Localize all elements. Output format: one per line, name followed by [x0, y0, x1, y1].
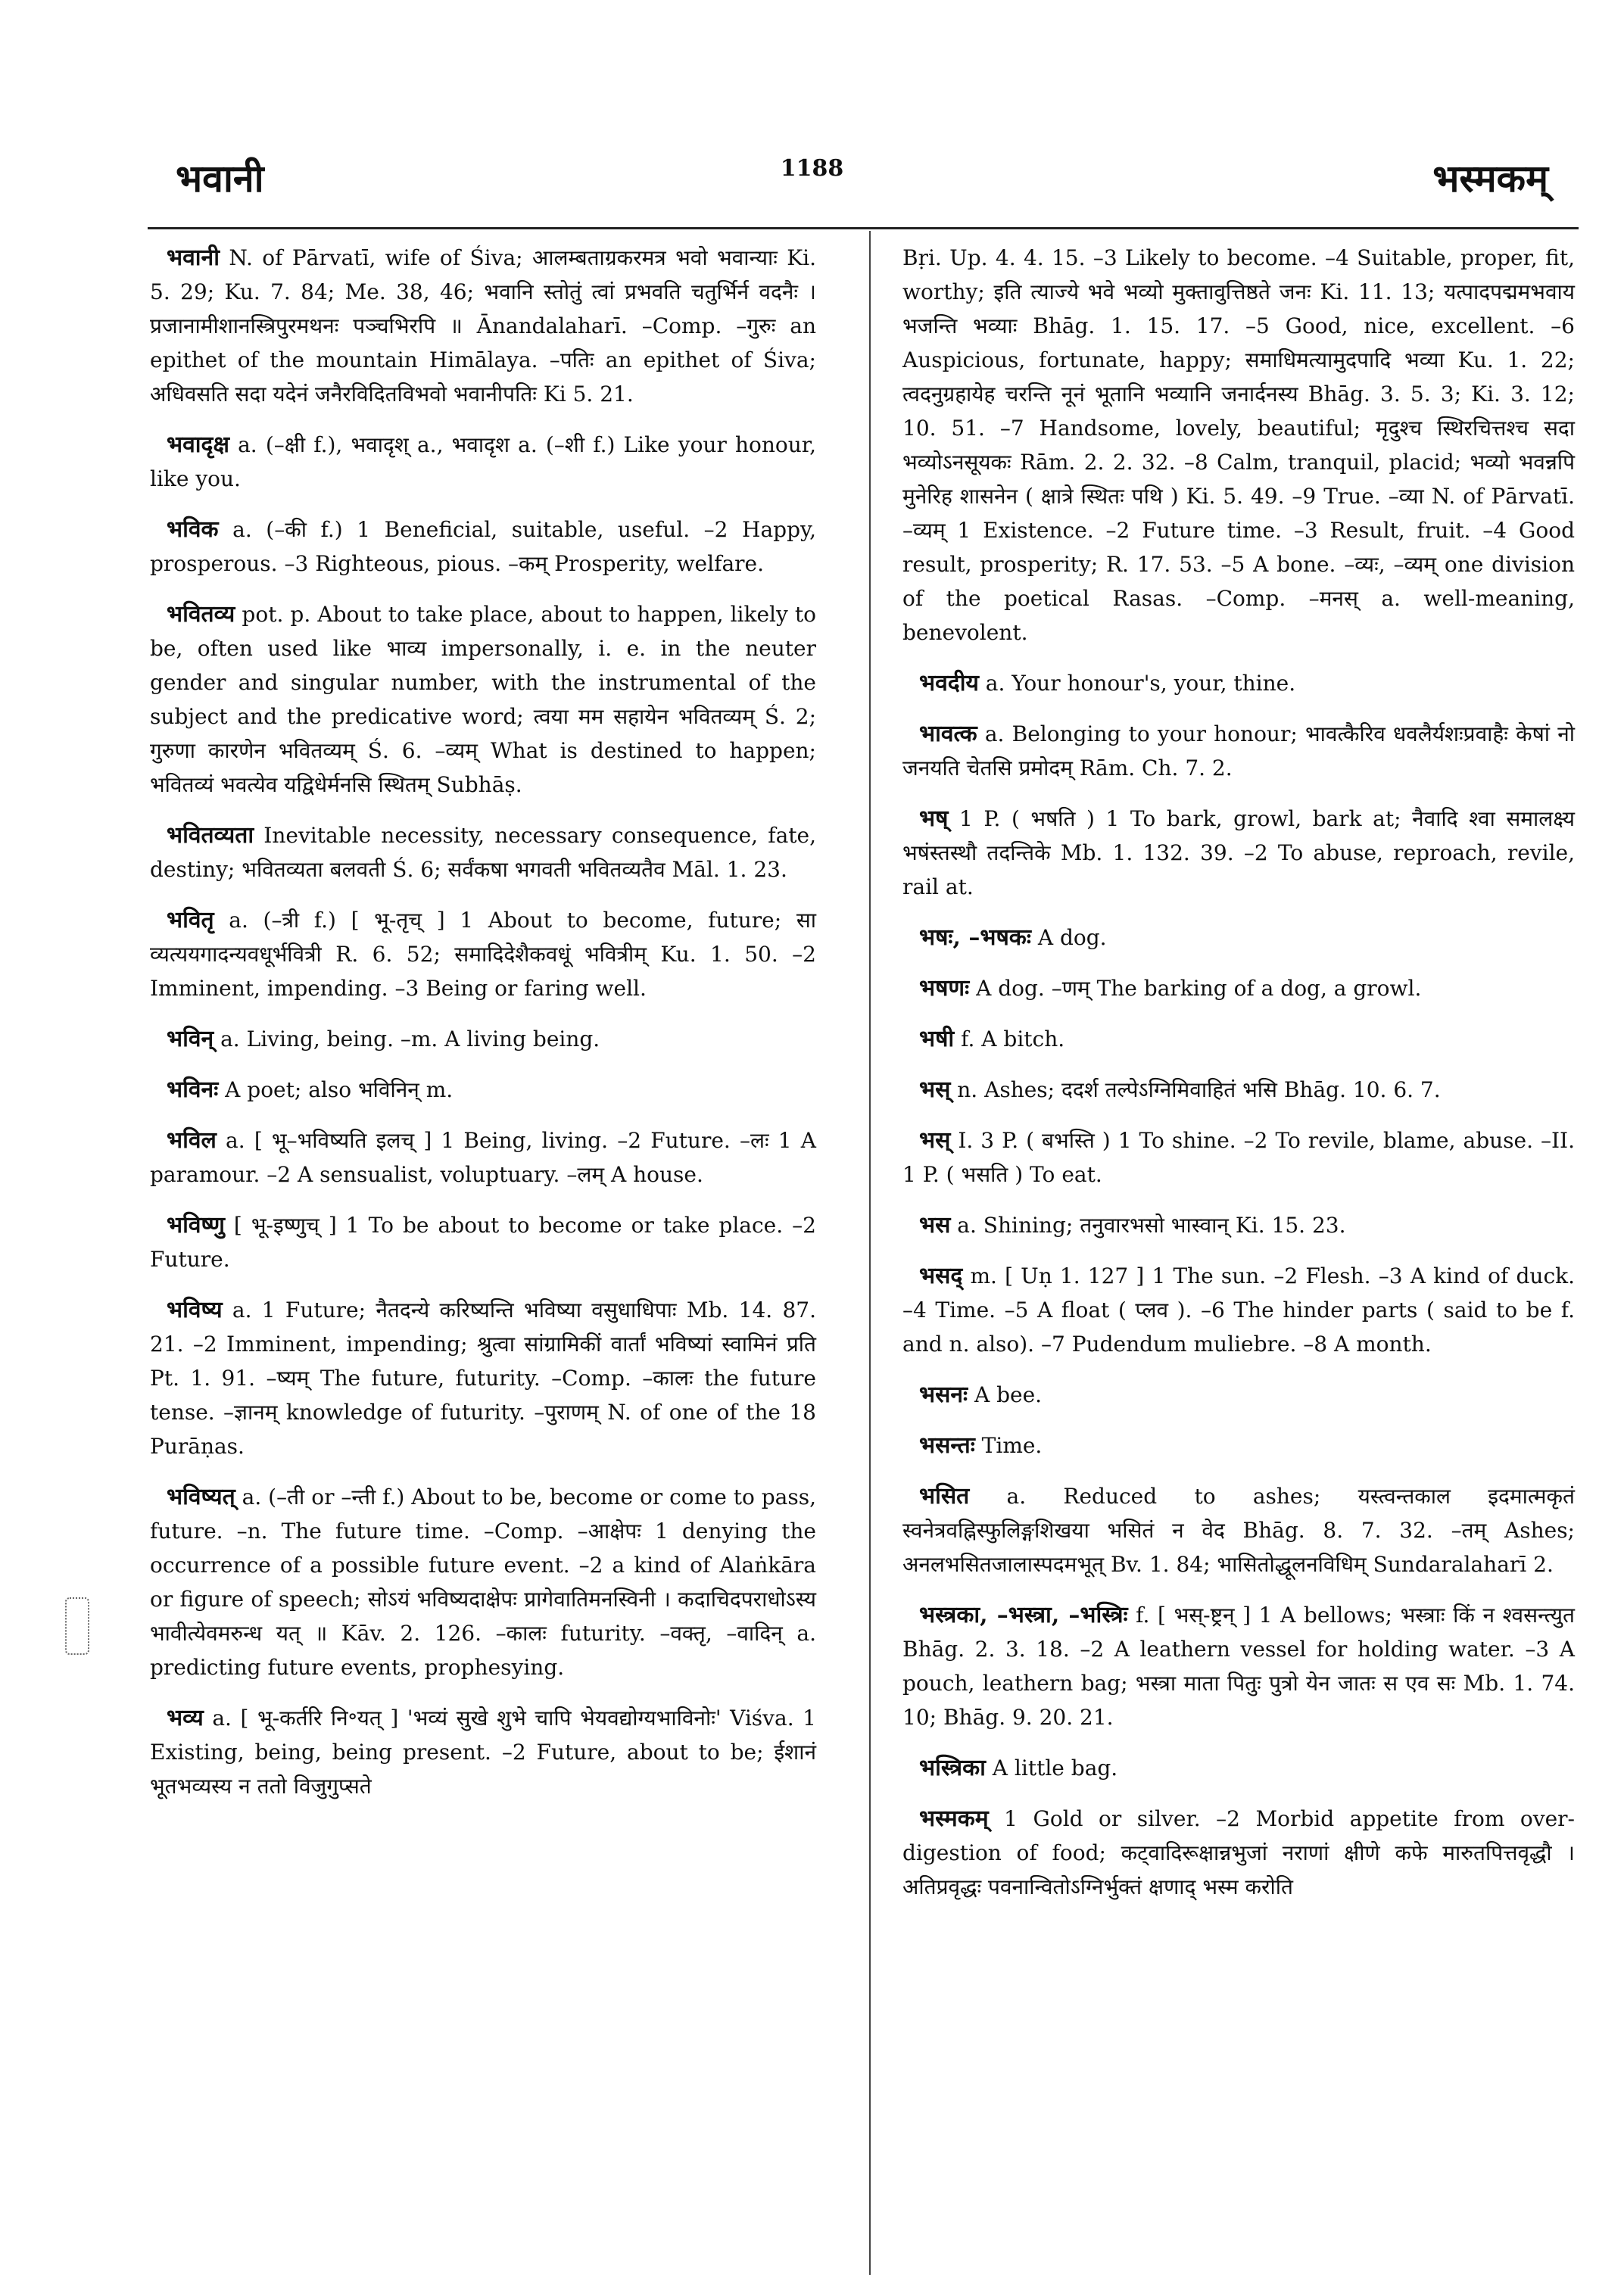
headword: भस्त्रका, –भस्त्रा, –भस्त्रिः [919, 1602, 1128, 1628]
dictionary-entry [150, 597, 816, 802]
headword: भवितव्य [167, 601, 235, 628]
headword: भषः, –भषकः [919, 924, 1031, 951]
entry-text: m. [ Uṇ 1. 127 ] 1 The sun. –2 Flesh. –3 A kind of duck. –4 Time. –5 A float ( प्लव ). –6 The hinder parts ( said to be f. and n. also). –7 Pudendum muliebre. –8 A month. [902, 1263, 1575, 1357]
dictionary-entry [150, 1123, 816, 1192]
headword: भषी [919, 1026, 955, 1052]
entry-text: 1 P. ( भषति ) 1 To bark, growl, bark at; नैवादि श्वा समालक्ष्य भषंस्तस्थौ तदन्तिके Mb. 1. 132. 39. –2 To abuse, reproach, revile, rail at. [902, 806, 1575, 899]
headword: भवादृक्ष [167, 431, 229, 458]
dictionary-entry [902, 1022, 1575, 1056]
dictionary-entry [150, 241, 816, 411]
headword: भषणः [919, 975, 970, 1002]
entry-text: a. Reduced to ashes; यस्त्वन्तकाल इदमात्मकृतं स्वनेत्रवह्निस्फुलिङ्गशिखया भसितं न वेद Bhāg. 8. 7. 32. –तम् Ashes; अनलभसितजालास्पदमभूत् Bv. 1. 84; भासितोद्धूलनविधिम् Sundaralaharī 2. [902, 1484, 1575, 1577]
headword: भावत्क [919, 721, 977, 747]
headword: भवितव्यता [167, 822, 254, 849]
headword: भविष्यत् [167, 1484, 235, 1510]
entry-text: a. [ भू-कर्तरि नि॰यत् ] 'भव्यं सुखे शुभे चापि भेयवद्योग्यभाविनोः' Viśva. 1 Existing, being, being present. –2 Future, about to be; ईशानं भूतभव्यस्य न ततो विजुगुप्सते [150, 1706, 816, 1799]
dictionary-entry [150, 818, 816, 886]
binding-mark-icon [65, 1597, 89, 1655]
dictionary-entry [902, 666, 1575, 700]
headword: भस [919, 1212, 951, 1238]
dictionary-entry [902, 1802, 1575, 1904]
dictionary-entry [902, 1073, 1575, 1107]
entry-text: [ भू-इष्णुच् ] 1 To be about to become or take place. –2 Future. [150, 1213, 816, 1272]
entry-text: I. 3 P. ( बभस्ति ) 1 To shine. –2 To revile, blame, abuse. –II. 1 P. ( भसति ) To eat. [902, 1128, 1575, 1187]
headword: भविक [167, 516, 219, 543]
headword: भविन् [167, 1026, 214, 1052]
entry-text: a. (–क्षी f.), भवादृश् a., भवादृश a. (–शी f.) Like your honour, like you. [150, 432, 816, 491]
dictionary-entry [902, 802, 1575, 904]
dictionary-entry [150, 1293, 816, 1463]
entry-text: N. of Pārvatī, wife of Śiva; आलम्बताग्रकरमत्र भवो भवान्याः Ki. 5. 29; Ku. 7. 84; Me. 38, 46; भवानि स्तोतुं त्वां प्रभवति चतुर्भिर्न वदनैः । प्रजानामीशानस्त्रिपुरमथनः पञ्चभिरपि ॥ Ānandalaharī. –Comp. –गुरुः an epithet of the mountain Himālaya. –पतिः an epithet of Śiva; अधिवसति सदा यदेनं जनैरविदितविभवो भवानीपतिः Ki 5. 21. [150, 245, 816, 407]
entry-text: A little bag. [985, 1756, 1118, 1781]
left-column [150, 241, 816, 1820]
dictionary-entry [150, 1022, 816, 1056]
headword: भवितृ [167, 907, 214, 933]
dictionary-entry [150, 1701, 816, 1803]
dictionary-entry [902, 1598, 1575, 1734]
dictionary-entry [902, 1123, 1575, 1192]
entry-text: A dog. [1030, 925, 1107, 950]
headword: भसद् [919, 1263, 963, 1289]
headword: भस्त्रिका [919, 1755, 986, 1781]
entry-text: A poet; also भविनिन् m. [218, 1077, 454, 1102]
running-head-right: भस्मकम् [1432, 156, 1548, 201]
entry-text: a. Living, being. –m. A living being. [214, 1027, 600, 1051]
headword: भविष्य [167, 1297, 223, 1323]
entry-text: a. Shining; तनुवारभसो भास्वान् Ki. 15. 23. [950, 1213, 1346, 1238]
headword: भसित [919, 1483, 970, 1509]
dictionary-entry [150, 903, 816, 1005]
entry-text: f. [ भस्-ष्ट्रन् ] 1 A bellows; भस्त्राः किं न श्वसन्त्युत Bhāg. 2. 3. 18. –2 A leathern vessel for holding water. –3 A pouch, leathern bag; भस्त्रा माता पितुः पुत्रो येन जातः स एव सः Mb. 1. 74. 10; Bhāg. 9. 20. 21. [902, 1603, 1575, 1730]
entry-text: a. (–त्री f.) [ भू-तृच् ] 1 About to become, future; सा व्यत्ययगादन्यवधूर्भवित्री R. 6. 52; समादिदेशैकवधूं भवित्रीम् Ku. 1. 50. –2 Imminent, impending. –3 Being or faring well. [150, 908, 816, 1001]
headword: भसन्तः [919, 1432, 975, 1459]
dictionary-entry [150, 1480, 816, 1684]
headword: भस् [919, 1127, 951, 1154]
entry-text: Time. [974, 1433, 1043, 1458]
entry-text: Bṛi. Up. 4. 4. 15. –3 Likely to become. –4 Suitable, proper, fit, worthy; इति त्याज्ये भवे भव्यो मुक्तावुत्तिष्ठते जनः Ki. 11. 13; यत्पादपद्ममभवाय भजन्ति भव्याः Bhāg. 1. 15. 17. –5 Good, nice, excellent. –6 Auspicious, fortunate, happy; समाधिमत्यामुदपादि भव्या Ku. 1. 22; त्वदनुग्रहायेह चरन्ति नूनं भूतानि भव्यानि जनार्दनस्य Bhāg. 3. 5. 3; Ki. 3. 12; 10. 51. –7 Handsome, lovely, beautiful; मृदुश्च स्थिरचित्तश्च सदा भव्योऽनसूयकः Rām. 2. 2. 32. –8 Calm, tranquil, placid; भव्यो भवन्नपि मुनेरिह शासनेन ( क्षात्रे स्थितः पथि ) Ki. 5. 49. –9 True. –व्या N. of Pārvatī. –व्यम् 1 Existence. –2 Future time. –3 Result, fruit. –4 Good result, prosperity; R. 17. 53. –5 A bone. –व्यः, –व्यम् one division of the poetical Rasas. –Comp. –मनस् a. well-meaning, benevolent. [902, 245, 1575, 645]
headword: भव्य [167, 1705, 204, 1731]
dictionary-entry [902, 1208, 1575, 1242]
dictionary-entry [150, 1208, 816, 1276]
dictionary-entry [902, 1378, 1575, 1412]
page-number: 1188 [780, 155, 844, 182]
dictionary-entry [150, 512, 816, 581]
headword: भवदीय [919, 670, 979, 696]
header-rule [148, 227, 1579, 229]
dictionary-entry [902, 1751, 1575, 1785]
headword: भस् [919, 1076, 951, 1103]
entry-text: a. (–ती or –न्ती f.) About to be, become or come to pass, future. –n. The future time. –Comp. –आक्षेपः 1 denying the occurrence of a possible future event. –2 a kind of Alaṅkāra or figure of speech; सोऽयं भविष्यदाक्षेपः प्रागेवातिमनस्विनी । कदाचिदपराधोऽस्य भावीत्येवमरुन्ध यत् ॥ Kāv. 2. 126. –कालः futurity. –वक्तृ, –वादिन् a. predicting future events, prophesying. [150, 1485, 816, 1680]
entry-text: a. [ भू–भविष्यति इलच् ] 1 Being, living. –2 Future. –लः 1 A paramour. –2 A sensualist, voluptuary. –लम् A house. [150, 1128, 816, 1187]
entry-text: 1 Gold or silver. –2 Morbid appetite from over-digestion of food; कट्वादिरूक्षान्नभुजां नराणां क्षीणे कफे मारुतपित्तवृद्धौ । अतिप्रवृद्धः पवनान्वितोऽग्निर्भुक्तं क्षणाद् भस्म करोति [902, 1806, 1575, 1899]
dictionary-entry [902, 1259, 1575, 1361]
entry-text: f. A bitch. [954, 1027, 1065, 1051]
dictionary-entry [902, 1479, 1575, 1581]
entry-text: n. Ashes; ददर्श तल्पेऽग्निमिवाहितं भसि Bhāg. 10. 6. 7. [950, 1077, 1441, 1102]
headword: भविष्णु [167, 1212, 225, 1238]
entry-text: a. Belonging to your honour; भावत्कैरिव धवलैर्यशःप्रवाहैः केषां नो जनयति चेतसि प्रमोदम् Rām. Ch. 7. 2. [902, 721, 1575, 780]
headword: भवानी [167, 245, 220, 271]
right-column [902, 241, 1575, 1921]
entry-text: pot. p. About to take place, about to happen, likely to be, often used like भाव्य impersonally, i. e. in the neuter gender and singular number, with the instrumental of the subject and the predicative word; त्वया मम सहायेन भवितव्यम् Ś. 2; गुरुणा कारणेन भवितव्यम् Ś. 6. –व्यम् What is destined to happen; भवितव्यं भवत्येव यद्विधेर्मनसि स्थितम् Subhāṣ. [150, 602, 816, 797]
headword: भविनः [167, 1076, 219, 1103]
headword: भस्मकम् [919, 1805, 989, 1832]
entry-text: a. Your honour's, your, thine. [978, 671, 1296, 696]
dictionary-entry [902, 921, 1575, 955]
entry-text: A dog. –णम् The barking of a dog, a growl. [969, 976, 1422, 1001]
headword: भष् [919, 805, 949, 832]
column-divider [869, 231, 871, 2275]
headword: भविल [167, 1127, 217, 1154]
entry-text: A bee. [968, 1382, 1043, 1407]
entry-text: a. (–की f.) 1 Beneficial, suitable, useful. –2 Happy, prosperous. –3 Righteous, pious. –कम् Prosperity, welfare. [150, 517, 816, 576]
dictionary-entry [150, 1073, 816, 1107]
dictionary-entry [902, 971, 1575, 1005]
dictionary-entry [902, 717, 1575, 785]
dictionary-entry [902, 241, 1575, 650]
dictionary-entry [902, 1428, 1575, 1463]
headword: भसनः [919, 1382, 968, 1408]
running-head-left: भवानी [176, 156, 264, 201]
entry-text: a. 1 Future; नैतदन्ये करिष्यन्ति भविष्या वसुधाधिपाः Mb. 14. 87. 21. –2 Imminent, impending; श्रुत्वा सांग्रामिकीं वार्तां भविष्यां स्वामिनं प्रति Pt. 1. 91. –ष्यम् The future, futurity. –Comp. –कालः the future tense. –ज्ञानम् knowledge of futurity. –पुराणम् N. of one of the 18 Purāṇas. [150, 1298, 816, 1459]
dictionary-entry [150, 428, 816, 496]
entry-text: Inevitable necessity, necessary consequence, fate, destiny; भवितव्यता बलवती Ś. 6; सर्वंकषा भगवती भवितव्यतैव Māl. 1. 23. [150, 823, 816, 882]
